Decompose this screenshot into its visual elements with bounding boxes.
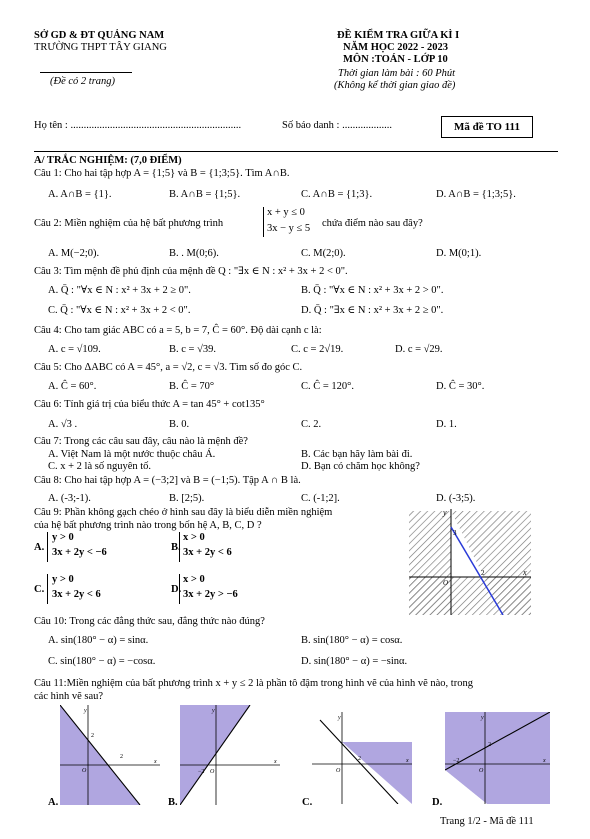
- q3-option-c: C. Q̄ : "∀x ∈ N : x² + 3x + 2 < 0".: [48, 305, 191, 316]
- q8-option-d: D. (-3;5).: [436, 493, 476, 504]
- q2-option-a: A. M(−2;0).: [48, 248, 100, 259]
- q9-c-brace: [47, 574, 48, 604]
- q11-b-x-label: x: [274, 759, 277, 765]
- q11-a-origin: O: [82, 768, 87, 774]
- q5-option-d: D. Ĉ = 30°.: [436, 381, 485, 392]
- q3-option-d: D. Q̄ : "∃x ∈ N : x² + 3x + 2 ≥ 0".: [301, 305, 444, 316]
- q9-option-c-line2: 3x + 2y < 6: [52, 589, 101, 600]
- q8-stem: Câu 8: Cho hai tập hợp A = (−3;2] và B = (−1;5). Tập A ∩ B là.: [34, 475, 301, 486]
- q11-option-d-label: D.: [432, 797, 443, 808]
- q9-option-a-line2: 3x + 2y < −6: [52, 547, 107, 558]
- q11-a-y-label: y: [84, 708, 87, 714]
- q7-stem: Câu 7: Trong các câu sau đây, câu nào là mệnh đề?: [34, 436, 248, 447]
- q2-option-d: D. M(0;1).: [436, 248, 482, 259]
- q11-c-y-label: y: [338, 715, 341, 721]
- q4-stem: Câu 4: Cho tam giác ABC có a = 5, b = 7, Ĉ = 60°. Độ dài cạnh c là:: [34, 325, 322, 336]
- q8-option-b: B. [2;5).: [169, 493, 205, 504]
- q9-y-label: y: [443, 508, 447, 517]
- school-year: NĂM HỌC 2022 - 2023: [343, 42, 448, 53]
- q8-option-a: A. (-3;-1).: [48, 493, 91, 504]
- q2-stem-post: chứa điểm nào sau đây?: [322, 218, 423, 229]
- q7-option-d: D. Bạn có chăm học không?: [301, 461, 420, 472]
- q1-option-b: B. A∩B = {1;5}.: [169, 189, 241, 200]
- q11-d-y-label: y: [481, 715, 484, 721]
- q9-tick-3: 3: [453, 529, 457, 537]
- q9-option-d-line1: x > 0: [183, 574, 205, 585]
- q9-option-b-label: B.: [171, 542, 181, 553]
- page-footer: Trang 1/2 - Mã đề 111: [440, 816, 534, 827]
- name-field: Họ tên : .................................................................: [34, 120, 242, 131]
- q2-option-b: B. . M(0;6).: [169, 248, 219, 259]
- q9-tick-2: 2: [481, 569, 485, 577]
- q2-stem-pre: Câu 2: Miền nghiệm của hệ bất phương trình: [34, 218, 224, 229]
- q9-stem-line1: Câu 9: Phần không gạch chéo ở hình sau đây là biểu diễn miền nghiệm: [34, 507, 333, 518]
- school-name: TRƯỜNG THPT TÂY GIANG: [34, 42, 167, 53]
- q11-c-x-label: x: [406, 758, 409, 764]
- q9-option-b-line1: x > 0: [183, 532, 205, 543]
- q9-option-a-label: A.: [34, 542, 45, 553]
- q11-stem-line2: các hình vẽ sau?: [34, 691, 104, 702]
- q9-b-brace: [179, 532, 180, 562]
- q11-option-b-label: B.: [168, 797, 178, 808]
- q11-c-shade: [342, 742, 412, 804]
- id-field: Số báo danh : ...................: [282, 120, 392, 131]
- q9-x-label: x: [523, 568, 527, 577]
- q7-option-a: A. Việt Nam là một nước thuộc châu Á.: [48, 449, 216, 460]
- q1-option-a: A. A∩B = {1}.: [48, 189, 112, 200]
- q2-option-c: C. M(2;0).: [301, 248, 346, 259]
- q9-stem-line2: của hệ bất phương trình nào trong bốn hệ A, B, C, D ?: [34, 520, 262, 531]
- q5-stem: Câu 5: Cho ΔABC có A = 45°, a = √2, c = √3. Tìm số đo góc C.: [34, 362, 303, 373]
- q11-figure-d: [445, 712, 550, 804]
- q11-option-c-label: C.: [302, 797, 313, 808]
- q5-option-a: A. Ĉ = 60°.: [48, 381, 97, 392]
- exam-code-box: Mã đề TO 111: [441, 116, 533, 138]
- q9-option-b-line2: 3x + 2y < 6: [183, 547, 232, 558]
- q3-option-b: B. Q̄ : "∀x ∈ N : x² + 3x + 2 > 0".: [301, 285, 444, 296]
- q9-option-c-label: C.: [34, 584, 45, 595]
- q6-stem: Câu 6: Tính giá trị của biểu thức A = tan 45° + cot135°: [34, 399, 265, 410]
- q11-stem-line1: Câu 11:Miền nghiệm của bất phương trình x + y ≤ 2 là phần tô đậm trong hình vẽ của hình vẽ nào, trong: [34, 678, 473, 689]
- q10-option-b: B. sin(180° − α) = cosα.: [301, 635, 403, 646]
- q11-d-tick-m2: −2: [453, 758, 460, 764]
- q2-system-line1: x + y ≤ 0: [267, 207, 305, 218]
- q11-d-tick-2: 2: [488, 742, 491, 748]
- q10-option-d: D. sin(180° − α) = −sinα.: [301, 656, 408, 667]
- exam-time-note: (Không kể thời gian giao đề): [334, 80, 456, 91]
- q4-option-b: B. c = √39.: [169, 344, 216, 355]
- q11-b-y-label: y: [212, 708, 215, 714]
- q10-option-a: A. sin(180° − α) = sinα.: [48, 635, 149, 646]
- q9-d-brace: [179, 574, 180, 604]
- q9-option-d-label: D.: [171, 584, 182, 595]
- dept-name: SỞ GD & ĐT QUẢNG NAM: [34, 30, 165, 41]
- header-divider: [40, 72, 132, 73]
- q9-a-brace: [47, 532, 48, 562]
- q8-option-c: C. (-1;2].: [301, 493, 340, 504]
- q11-c-origin: O: [336, 768, 341, 774]
- q11-a-x-label: x: [154, 759, 157, 765]
- section-divider: [34, 151, 558, 152]
- q6-option-d: D. 1.: [436, 419, 457, 430]
- q2-system-line2: 3x − y ≤ 5: [267, 223, 311, 234]
- exam-time: Thời gian làm bài : 60 Phút: [338, 68, 456, 79]
- q4-option-c: C. c = 2√19.: [291, 344, 344, 355]
- q9-option-d-line2: 3x + 2y > −6: [183, 589, 238, 600]
- q9-option-c-line1: y > 0: [52, 574, 74, 585]
- q11-figure-b: [180, 705, 280, 805]
- q7-option-b: B. Các bạn hãy làm bài đi.: [301, 449, 413, 460]
- q11-b-tick-m2: −2: [198, 769, 205, 775]
- q4-option-d: D. c = √29.: [395, 344, 443, 355]
- q11-d-x-label: x: [543, 758, 546, 764]
- q6-option-c: C. 2.: [301, 419, 322, 430]
- section-a-title: A/ TRẮC NGHIỆM: (7,0 ĐIỂM): [34, 155, 182, 166]
- q10-option-c: C. sin(180° − α) = −cosα.: [48, 656, 156, 667]
- q11-c-tick-2: 2: [358, 756, 361, 762]
- q6-option-a: A. √3 .: [48, 419, 78, 430]
- q11-figure-c: [312, 712, 412, 804]
- q1-stem: Câu 1: Cho hai tập hợp A = {1;5} và B = {1;3;5}. Tìm A∩B.: [34, 168, 290, 179]
- q9-figure: [405, 505, 535, 615]
- pages-note: (Đề có 2 trang): [50, 76, 116, 87]
- q10-stem: Câu 10: Trong các đẳng thức sau, đẳng thức nào đúng?: [34, 616, 265, 627]
- q6-option-b: B. 0.: [169, 419, 190, 430]
- q5-option-c: C. Ĉ = 120°.: [301, 381, 355, 392]
- q2-system-brace: [263, 207, 264, 237]
- q9-origin-label: O: [443, 579, 449, 587]
- q1-option-c: C. A∩B = {1;3}.: [301, 189, 373, 200]
- q7-option-c: C. x + 2 là số nguyên tố.: [48, 461, 152, 472]
- q11-option-a-label: A.: [48, 797, 59, 808]
- q3-option-a: A. Q̄ : "∀x ∈ N : x² + 3x + 2 ≥ 0".: [48, 285, 191, 296]
- q11-b-origin: O: [210, 769, 215, 775]
- q11-figure-a: [60, 705, 160, 805]
- q11-a-tick-2x: 2: [120, 754, 123, 760]
- q4-option-a: A. c = √109.: [48, 344, 101, 355]
- q3-stem: Câu 3: Tìm mệnh đề phủ định của mệnh đề Q : "∃x ∈ N : x² + 3x + 2 < 0".: [34, 266, 348, 277]
- subject: MÔN :TOÁN - LỚP 10: [343, 54, 448, 65]
- q5-option-b: B. Ĉ = 70°: [169, 381, 215, 392]
- q11-d-origin: O: [479, 768, 484, 774]
- q11-a-tick-2: 2: [91, 733, 94, 739]
- exam-title: ĐỀ KIỂM TRA GIỮA KÌ I: [337, 30, 460, 41]
- q1-option-d: D. A∩B = {1;3;5}.: [436, 189, 516, 200]
- q9-option-a-line1: y > 0: [52, 532, 74, 543]
